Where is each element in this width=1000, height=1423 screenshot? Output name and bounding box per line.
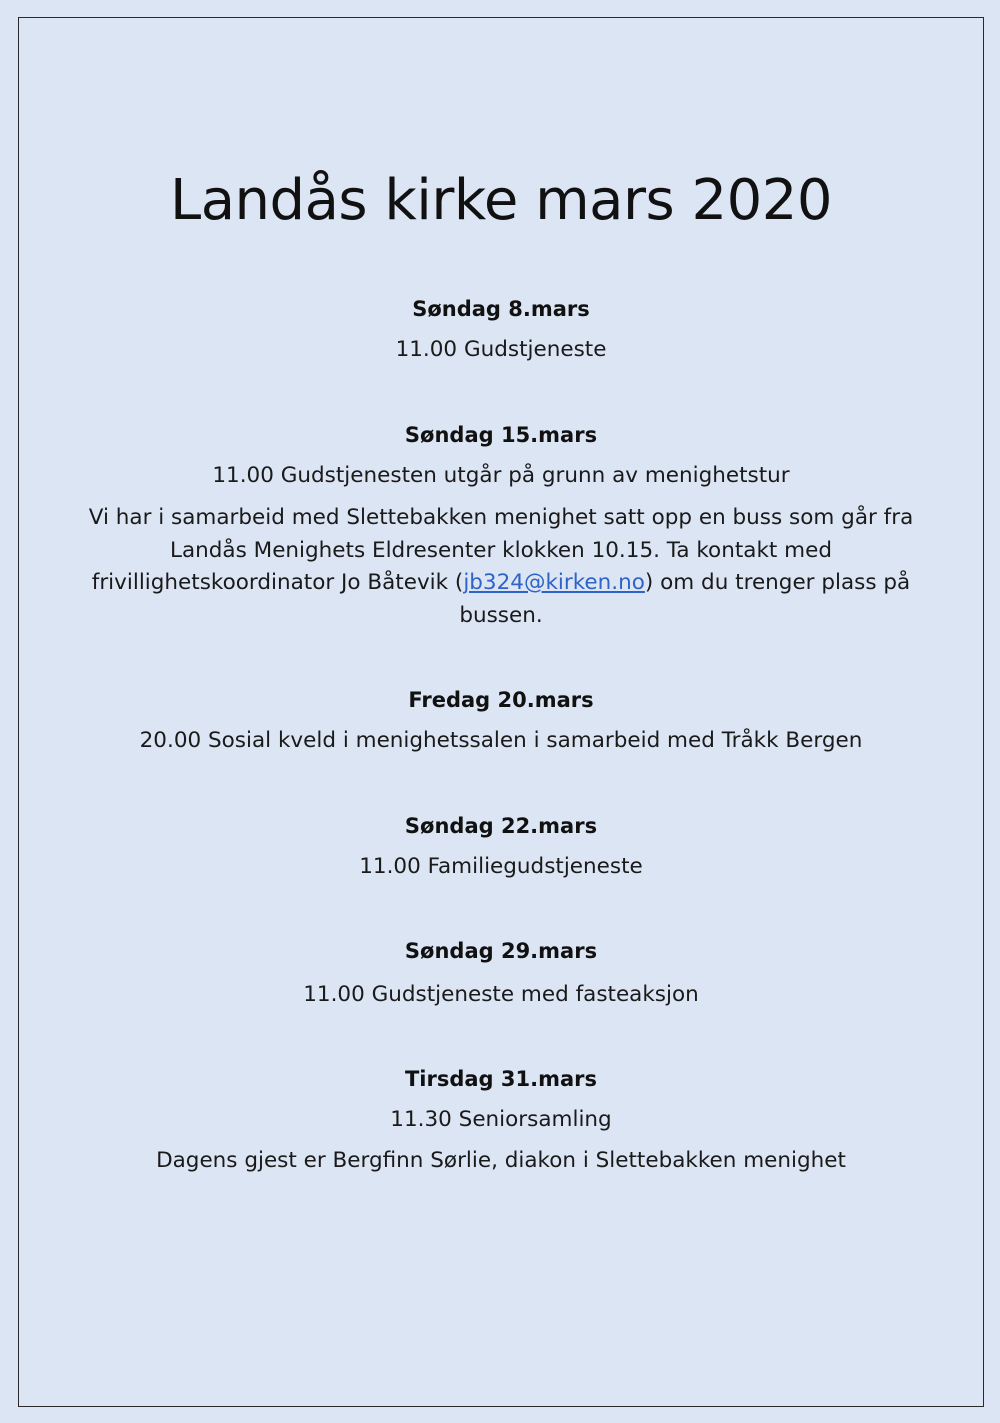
event-sunday-22 [69,811,933,882]
contact-email-link[interactable]: jb324@kirken.no [463,570,645,595]
event-day-heading: Søndag 8.mars [412,297,590,321]
event-sunday-15 [69,420,933,632]
event-line: 11.00 Gudstjeneste med fasteaksjon [303,982,699,1007]
event-line: 11.00 Gudstjenesten utgår på grunn av menighetstur [212,463,790,488]
page-title: Landås kirke mars 2020 [170,168,832,233]
event-day-heading: Søndag 22.mars [404,814,598,838]
page-frame [18,17,984,1407]
bus-info-text-end: ) om du trenger plass på bussen. [459,570,911,628]
event-line: 20.00 Sosial kveld i menighetssalen i samarbeid med Tråkk Bergen [139,728,863,753]
event-tuesday-31 [69,1064,933,1176]
event-line: 11.00 Familiegudstjeneste [359,854,643,879]
bus-info-paragraph [69,502,933,632]
event-sunday-8 [69,294,933,365]
bus-info-text: Vi har i samarbeid med Slettebakken menighet satt opp en buss som går fra Landås Menighets Eldresenter klokken 10.15. Ta kontakt med frivillighetskoordinator Jo Båtevik ( [88,505,914,595]
event-day-heading: Søndag 29.mars [404,939,598,963]
event-day-heading: Tirsdag 31.mars [404,1067,598,1091]
event-sunday-29 [69,936,933,1010]
event-line: 11.30 Seniorsamling [390,1107,612,1132]
event-day-heading: Fredag 20.mars [408,688,594,712]
event-line: 11.00 Gudstjeneste [395,337,607,362]
event-line: Dagens gjest er Bergfinn Sørlie, diakon i Slettebakken menighet [156,1148,846,1173]
event-friday-20 [69,685,933,756]
event-day-heading: Søndag 15.mars [404,423,598,447]
